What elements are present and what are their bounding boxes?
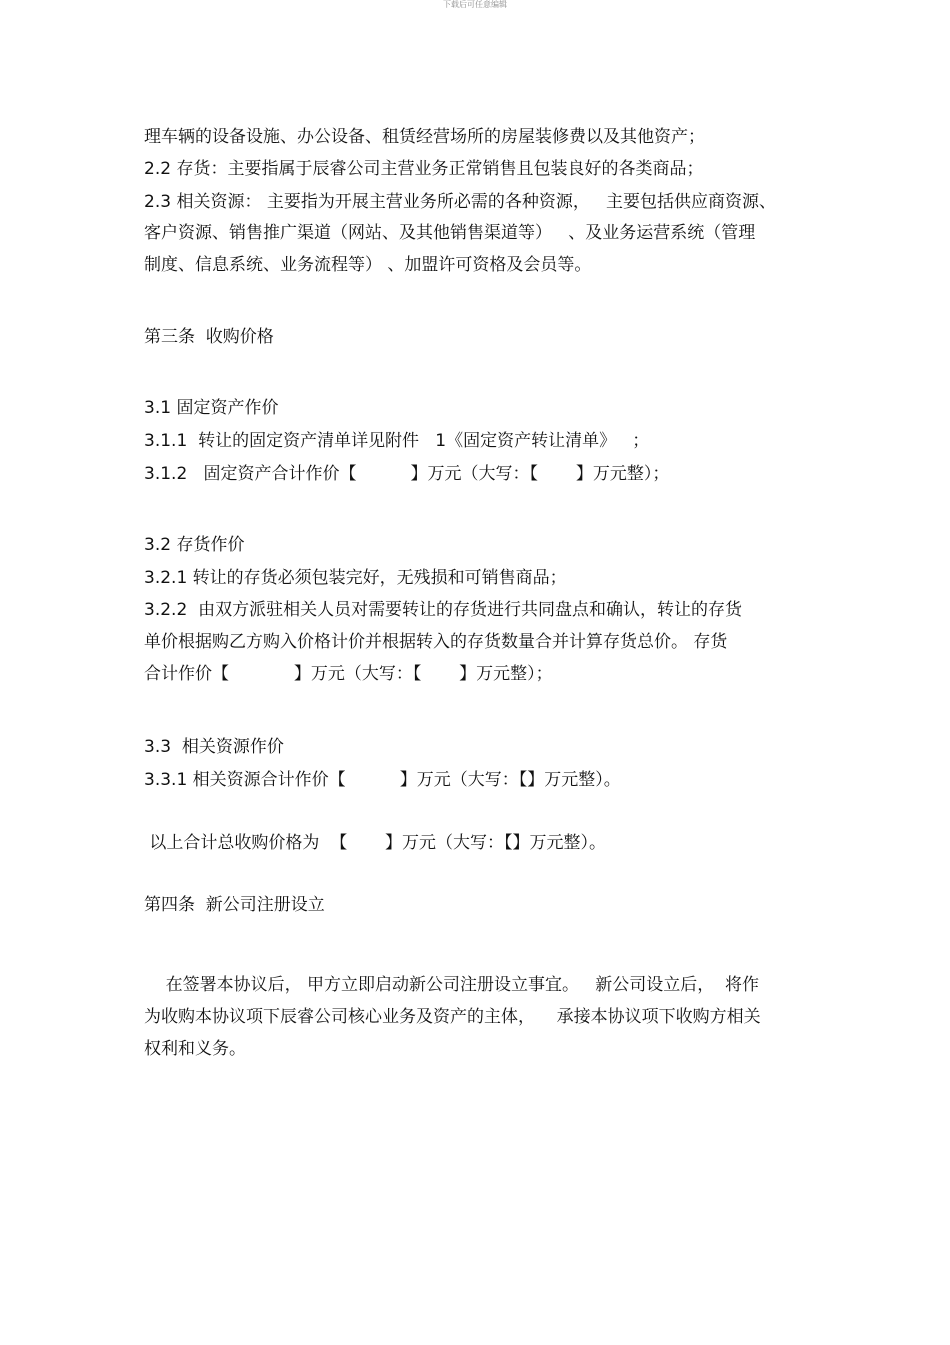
- text-line: 合计作价【 】万元（大写：【 】万元整）；: [144, 664, 553, 684]
- text-line: 2.3 相关资源： 主要指为开展主营业务所必需的各种资源， 主要包括供应商资源、: [144, 192, 777, 212]
- text-line: 理车辆的设备设施、办公设备、租赁经营场所的房屋装修费以及其他资产；: [144, 127, 705, 147]
- page-header-note: 下载后可任意编辑: [443, 0, 507, 9]
- section-heading: 第四条 新公司注册设立: [144, 895, 325, 915]
- text-line: 为收购本协议项下辰睿公司核心业务及资产的主体， 承接本协议项下收购方相关: [144, 1007, 761, 1027]
- text-line: 3.2.1 转让的存货必须包装完好，无残损和可销售商品；: [144, 568, 567, 588]
- text-line: 3.2.2 由双方派驻相关人员对需要转让的存货进行共同盘点和确认，转让的存货: [144, 600, 743, 620]
- text-line: 2.2 存货：主要指属于辰睿公司主营业务正常销售且包装良好的各类商品；: [144, 159, 704, 179]
- text-line: 制度、信息系统、业务流程等） 、加盟许可资格及会员等。: [144, 255, 592, 275]
- text-line: 权利和义务。: [144, 1039, 246, 1059]
- text-line: 客户资源、销售推广渠道（网站、及其他销售渠道等） 、及业务运营系统（管理: [144, 223, 756, 243]
- text-line: 以上合计总收购价格为 【 】万元（大写：【】万元整）。: [144, 833, 607, 853]
- section-heading: 第三条 收购价格: [144, 327, 274, 347]
- text-line: 3.1.1 转让的固定资产清单详见附件 1《固定资产转让清单》 ；: [144, 431, 650, 451]
- subsection-heading: 3.1 固定资产作价: [144, 398, 279, 418]
- subsection-heading: 3.2 存货作价: [144, 535, 245, 555]
- text-line: 3.3.1 相关资源合计作价【 】万元（大写：【】万元整）。: [144, 770, 621, 790]
- text-line: 在签署本协议后， 甲方立即启动新公司注册设立事宜。 新公司设立后， 将作: [144, 975, 760, 995]
- text-line: 单价根据购乙方购入价格计价并根据转入的存货数量合并计算存货总价。 存货: [144, 632, 728, 652]
- subsection-heading: 3.3 相关资源作价: [144, 737, 284, 757]
- text-line: 3.1.2 固定资产合计作价【 】万元（大写：【 】万元整）；: [144, 464, 670, 484]
